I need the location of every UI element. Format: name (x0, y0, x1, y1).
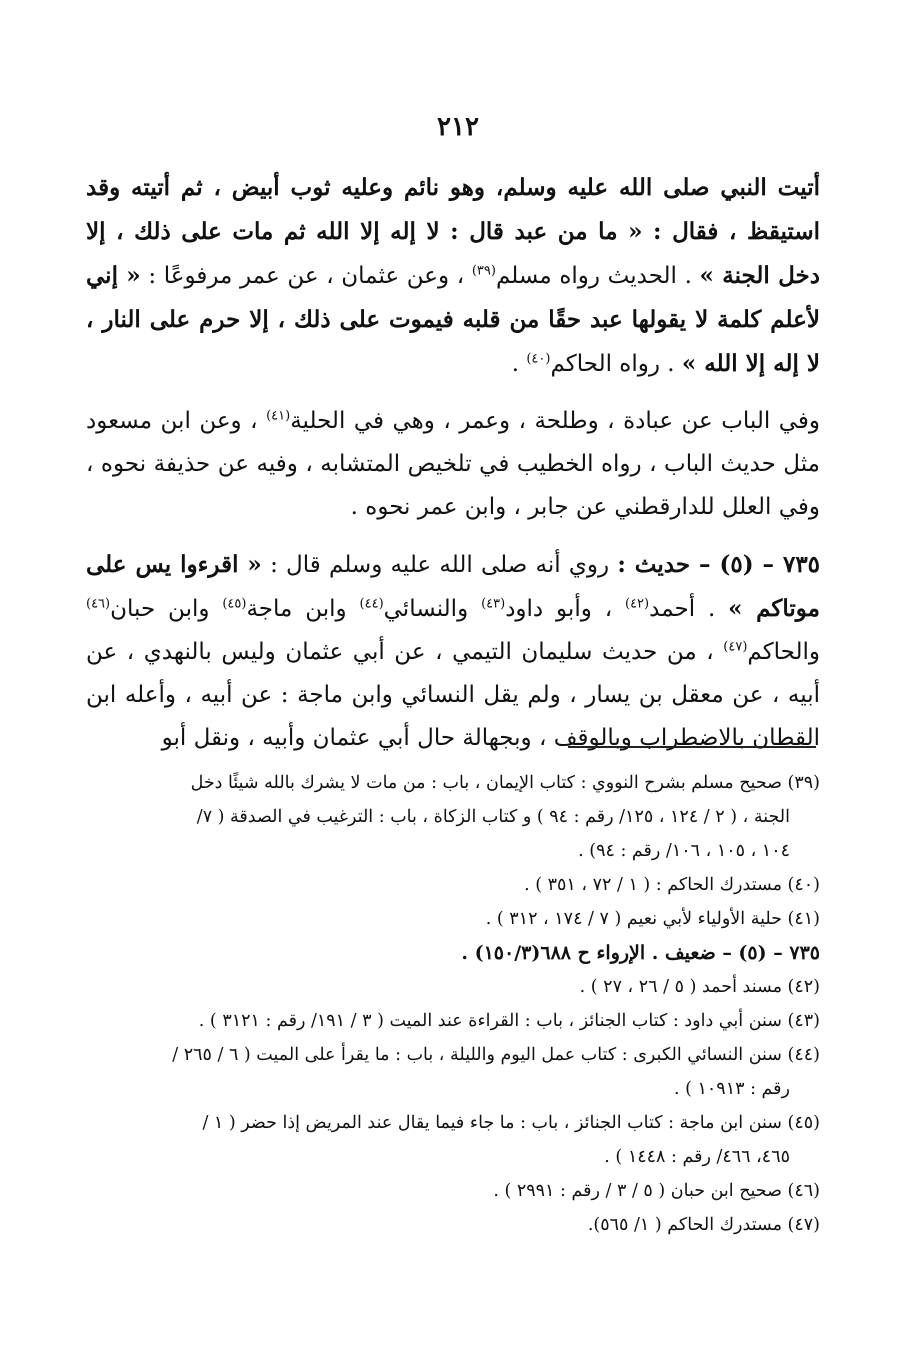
footnote-line: (٤٣) سنن أبي داود : كتاب الجنائز ، باب : القراءة عند الميت ( ٣ / ١٩١/ رقم : ٣١٢١ ) . (198, 1011, 820, 1031)
footnote-line: (٤٧) مستدرك الحاكم ( ١/ ٥٦٥). (587, 1215, 820, 1235)
chapter-note-continued: ، وعن ابن مسعود مثل حديث الباب ، رواه الخطيب في تلخيص المتشابه ، وفيه عن حذيفة نحوه ، وفي العلل للدارقطني عن جابر ، وابن عمر نحوه . (86, 408, 820, 520)
footnote-line: الجنة ، ( ٢ / ١٢٤ ، ١٢٥/ رقم : ٩٤ ) و كتاب الزكاة ، باب : الترغيب في الصدقة ( ٧/ (196, 807, 790, 827)
footnote-line: ١٠٤ ، ١٠٥ ، ١٠٦/ رقم : ٩٤) . (578, 841, 790, 861)
hadith-text-2: « إني لأعلم كلمة لا يقولها عبد حقًا من قلبه فيموت على ذلك ، إلا حرم على النار ، لا إله إلا الله » (86, 262, 820, 377)
hadith-intro: روي أنه صلى الله عليه وسلم قال : (270, 552, 610, 578)
footnote-line: رقم : ١٠٩١٣ ) . (673, 1079, 790, 1099)
footnote-ref-45[interactable]: (٤٥) (222, 596, 247, 612)
footnote-46 (86, 1174, 820, 1208)
footnote-42 (86, 970, 820, 1004)
narration-source: . رواه الحاكم (550, 351, 675, 377)
footnote-ref-43[interactable]: (٤٣) (481, 596, 506, 612)
footnote-40 (86, 868, 820, 902)
paragraph-2 (86, 400, 820, 529)
hadith-heading: ٧٣٥ – (٥) – حديث : (617, 551, 821, 578)
paragraph-3 (86, 543, 820, 760)
footnote-divider (568, 746, 816, 748)
footnote-ref-44[interactable]: (٤٤) (359, 596, 384, 612)
page-number: ٢١٢ (437, 112, 479, 142)
source-abudawud: ، وأبو داود (505, 596, 613, 622)
footnote-line: (٤٦) صحيح ابن حبان ( ٥ / ٣ / رقم : ٢٩٩١ ) . (493, 1181, 820, 1201)
footnote-line: (٣٩) صحيح مسلم بشرح النووي : كتاب الإيمان ، باب : من مات لا يشرك بالله شيئًا دخل (190, 773, 820, 793)
footnote-41 (86, 902, 820, 936)
footnotes (86, 766, 820, 1242)
footnote-45 (86, 1106, 820, 1174)
footnote-44 (86, 1038, 820, 1106)
source-ibnhibban: وابن حبان (110, 596, 210, 622)
footnote-line: (٤١) حلية الأولياء لأبي نعيم ( ٧ / ١٧٤ ، ٣١٢ ) . (485, 909, 820, 929)
footnote-39 (86, 766, 820, 868)
footnote-ref-41[interactable]: (٤١) (266, 408, 291, 424)
narration-note: . الحديث رواه مسلم (495, 263, 692, 289)
footnote-ref-42[interactable]: (٤٢) (625, 596, 650, 612)
hadith-quote: « اقرءوا يس على موتاكم » (86, 551, 820, 622)
narration-text: ، وعن عثمان ، عن عمر مرفوعًا : (148, 263, 465, 289)
footnote-47 (86, 1208, 820, 1242)
main-text (86, 166, 820, 760)
source-nasai: والنسائي (383, 596, 469, 622)
footnote-ref-40[interactable]: (٤٠) (526, 351, 551, 367)
footnote-line: (٤٠) مستدرك الحاكم : ( ١ / ٧٢ ، ٣٥١ ) . (524, 875, 820, 895)
footnote-43 (86, 1004, 820, 1038)
footnote-line: ٧٣٥ – (٥) – ضعيف . الإرواء ح ٦٨٨(١٥٠/٣) . (461, 942, 820, 964)
chapter-note: وفي الباب عن عبادة ، وطلحة ، وعمر ، وهي في الحلية (290, 408, 820, 434)
hadith-text-1: أتيت النبي صلى الله عليه وسلم، وهو نائم وعليه ثوب أبيض ، ثم أتيته وقد استيقظ ، فقال : « ما من عبد قال : لا إله إلا الله ثم مات على ذلك ، إلا دخل الجنة » (86, 174, 820, 289)
grading-note-735 (86, 936, 820, 970)
paragraph-1 (86, 166, 820, 386)
source-ibnmajah: وابن ماجة (246, 596, 347, 622)
footnote-ref-39[interactable]: (٣٩) (471, 263, 496, 279)
footnote-ref-47[interactable]: (٤٧) (723, 639, 748, 655)
isnad-discussion: ، من حديث سليمان التيمي ، عن أبي عثمان وليس بالنهدي ، عن أبيه ، عن معقل بن يسار ، ولم يقل النسائي وابن ماجة : عن أبيه ، وأعله ابن القطان بالاضطراب وبالوقف ، وبجهالة حال أبي عثمان وأبيه ، ونقل أبو (86, 639, 820, 751)
period: . (511, 351, 520, 377)
footnote-line: (٤٤) سنن النسائي الكبرى : كتاب عمل اليوم والليلة ، باب : ما يقرأ على الميت ( ٦ / ٢٦٥ / (172, 1045, 820, 1065)
footnote-line: ٤٦٥، ٤٦٦/ رقم : ١٤٤٨ ) . (604, 1147, 790, 1167)
source-ahmad: . أحمد (649, 596, 716, 622)
footnote-ref-46[interactable]: (٤٦) (86, 596, 111, 612)
footnote-line: (٤٥) سنن ابن ماجة : كتاب الجنائز ، باب : ما جاء فيما يقال عند المريض إذا حضر ( ١ / (202, 1113, 820, 1133)
footnote-line: (٤٢) مسند أحمد ( ٥ / ٢٦ ، ٢٧ ) . (579, 977, 820, 997)
source-hakim: والحاكم (747, 639, 821, 665)
